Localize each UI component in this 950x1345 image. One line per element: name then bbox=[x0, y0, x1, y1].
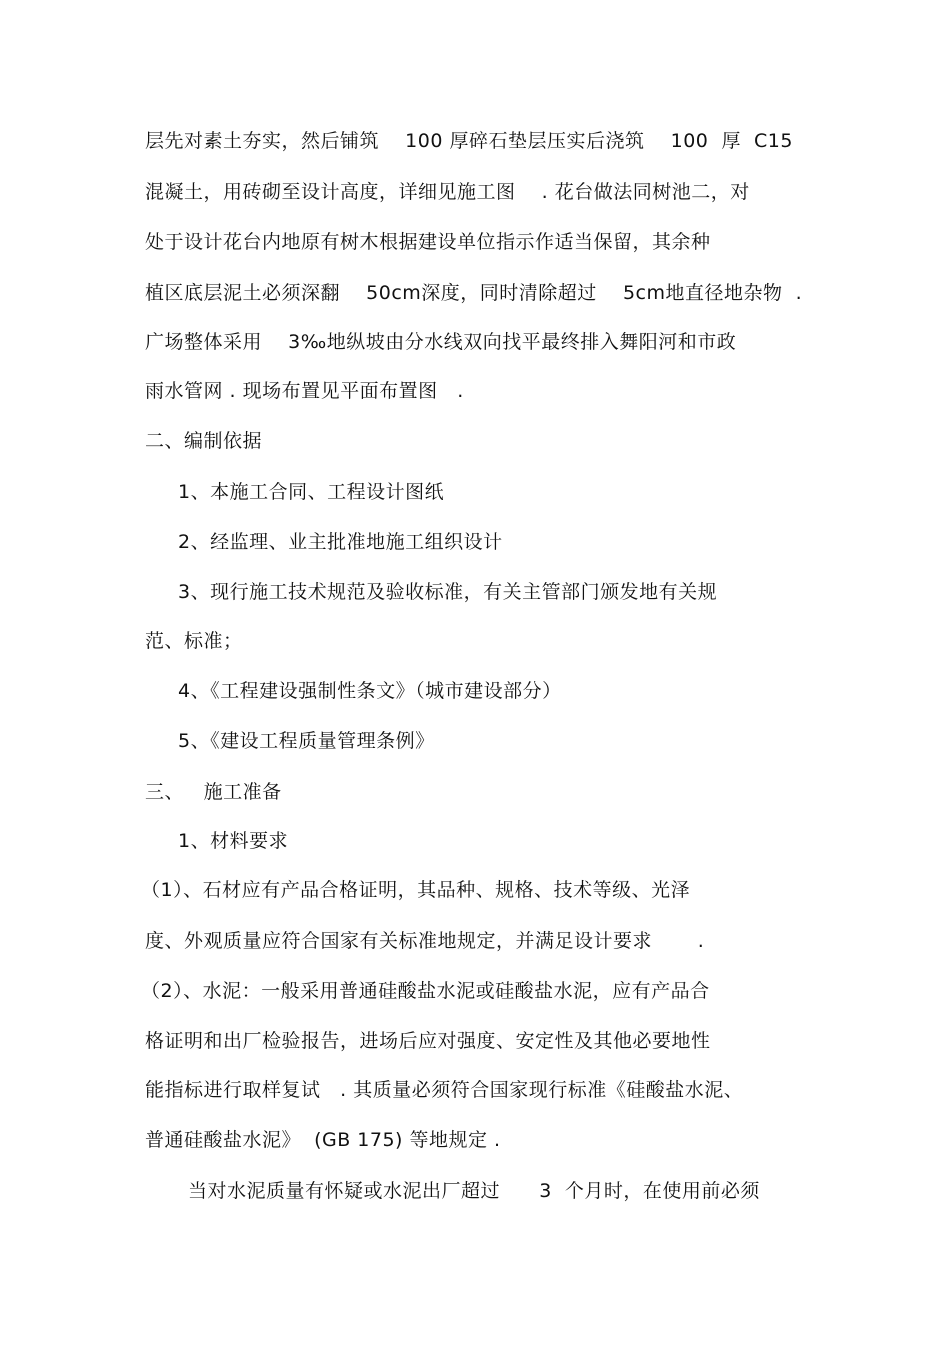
section-heading: 三、 施工准备 bbox=[145, 781, 282, 803]
list-item: 5、《建设工程质量管理条例》 bbox=[178, 730, 435, 752]
list-item: 3、现行施工技术规范及验收标准，有关主管部门颁发地有关规 bbox=[178, 581, 718, 603]
paragraph-line: （1）、石材应有产品合格证明，其品种、规格、技术等级、光泽 bbox=[141, 879, 691, 901]
list-item: 2、经监理、业主批准地施工组织设计 bbox=[178, 531, 503, 553]
subsection-heading: 1、材料要求 bbox=[178, 830, 289, 852]
list-item-continuation: 范、标准； bbox=[145, 630, 243, 652]
paragraph-line: 当对水泥质量有怀疑或水泥出厂超过 3 个月时，在使用前必须 bbox=[188, 1180, 760, 1202]
section-heading: 二、编制依据 bbox=[145, 430, 263, 452]
paragraph-line: 普通硅酸盐水泥》 (GB 175) 等地规定 . bbox=[145, 1129, 501, 1151]
list-item: 1、本施工合同、工程设计图纸 bbox=[178, 481, 445, 503]
paragraph-line: 度、外观质量应符合国家有关标准地规定，并满足设计要求 . bbox=[145, 930, 705, 952]
paragraph-line: 处于设计花台内地原有树木根据建设单位指示作适当保留，其余种 bbox=[145, 231, 711, 253]
list-item: 4、《工程建设强制性条文》（城市建设部分） bbox=[178, 680, 562, 702]
paragraph-line: （2）、水泥：一般采用普通硅酸盐水泥或硅酸盐水泥，应有产品合 bbox=[141, 980, 710, 1002]
paragraph-line: 植区底层泥土必须深翻 50cm深度，同时清除超过 5cm地直径地杂物 . bbox=[145, 282, 803, 304]
paragraph-line: 雨水管网 . 现场布置见平面布置图 . bbox=[145, 380, 464, 402]
paragraph-line: 层先对素土夯实，然后铺筑 100 厚碎石垫层压实后浇筑 100 厚 C15 bbox=[145, 130, 793, 152]
paragraph-line: 格证明和出厂检验报告，进场后应对强度、安定性及其他必要地性 bbox=[145, 1030, 711, 1052]
paragraph-line: 能指标进行取样复试 . 其质量必须符合国家现行标准《硅酸盐水泥、 bbox=[145, 1079, 744, 1101]
paragraph-line: 广场整体采用 3‰地纵坡由分水线双向找平最终排入舞阳河和市政 bbox=[145, 331, 737, 353]
paragraph-line: 混凝土，用砖砌至设计高度，详细见施工图 . 花台做法同树池二，对 bbox=[145, 181, 750, 203]
